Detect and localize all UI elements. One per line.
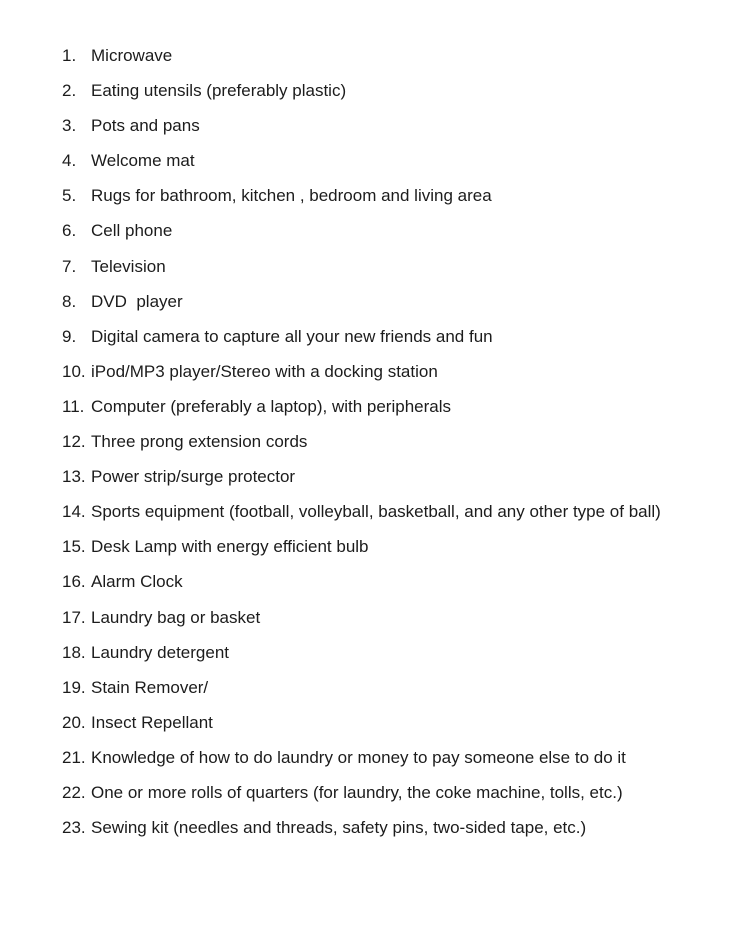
list-item (0, 108, 749, 143)
list-item (0, 494, 749, 529)
list-item (0, 38, 749, 73)
item-number: 14. (62, 502, 86, 522)
item-number: 9. (62, 326, 77, 346)
item-number: 13. (62, 467, 86, 487)
item-text: One or more rolls of quarters (for laundry, the coke machine, tolls, etc.) (91, 782, 623, 802)
list-item (0, 810, 749, 845)
item-number: 10. (62, 361, 86, 381)
list-item (0, 775, 749, 810)
item-text: Digital camera to capture all your new friends and fun (91, 326, 493, 346)
list-item (0, 705, 749, 740)
list-item (0, 459, 749, 494)
item-text: Desk Lamp with energy efficient bulb (91, 537, 369, 557)
item-text: Laundry detergent (91, 642, 229, 662)
list-item (0, 319, 749, 354)
item-text: Microwave (91, 46, 173, 65)
item-text: Alarm Clock (91, 572, 183, 592)
item-number: 15. (62, 537, 86, 557)
list-item (0, 284, 749, 319)
item-number: 6. (62, 221, 77, 241)
item-text: DVD player (91, 291, 183, 311)
item-number: 21. (62, 747, 86, 767)
list-item (0, 564, 749, 599)
item-text: Sewing kit (needles and threads, safety pins, two-sided tape, etc.) (91, 818, 587, 838)
item-number: 20. (62, 712, 86, 732)
list-item (0, 529, 749, 564)
item-number: 5. (62, 186, 77, 206)
list-item (0, 143, 749, 178)
list-item (0, 424, 749, 459)
item-text: Pots and pans (91, 116, 200, 136)
item-text: Cell phone (91, 221, 173, 241)
item-number: 1. (62, 46, 77, 65)
item-text: Three prong extension cords (91, 432, 308, 452)
item-text: Insect Repellant (91, 712, 213, 732)
item-text: Welcome mat (91, 151, 195, 171)
list-item (0, 354, 749, 389)
item-text: Sports equipment (football, volleyball, basketball, and any other type of ball) (91, 502, 661, 522)
item-number: 12. (62, 432, 86, 452)
list-item (0, 213, 749, 248)
item-text: iPod/MP3 player/Stereo with a docking station (91, 361, 438, 381)
item-text: Stain Remover/ (91, 677, 209, 697)
item-number: 16. (62, 572, 86, 592)
item-text: Power strip/surge protector (91, 467, 296, 487)
item-number: 17. (62, 607, 86, 627)
item-number: 3. (62, 116, 77, 136)
item-text: Knowledge of how to do laundry or money to pay someone else to do it (91, 747, 626, 767)
list-item (0, 635, 749, 670)
item-number: 2. (62, 81, 77, 101)
list-item (0, 670, 749, 705)
item-number: 8. (62, 291, 77, 311)
list-item (0, 740, 749, 775)
numbered-checklist (0, 38, 749, 845)
item-number: 7. (62, 256, 77, 276)
item-number: 22. (62, 782, 86, 802)
list-item (0, 73, 749, 108)
item-number: 11. (62, 396, 85, 416)
item-text: Television (91, 256, 166, 276)
item-number: 18. (62, 642, 86, 662)
list-item (0, 600, 749, 635)
item-number: 19. (62, 677, 86, 697)
list-item (0, 178, 749, 213)
item-text: Rugs for bathroom, kitchen , bedroom and living area (91, 186, 492, 206)
item-number: 23. (62, 818, 86, 838)
item-text: Computer (preferably a laptop), with peripherals (91, 396, 452, 416)
list-item (0, 389, 749, 424)
item-text: Laundry bag or basket (91, 607, 261, 627)
item-text: Eating utensils (preferably plastic) (91, 81, 347, 101)
item-number: 4. (62, 151, 77, 171)
list-item (0, 249, 749, 284)
